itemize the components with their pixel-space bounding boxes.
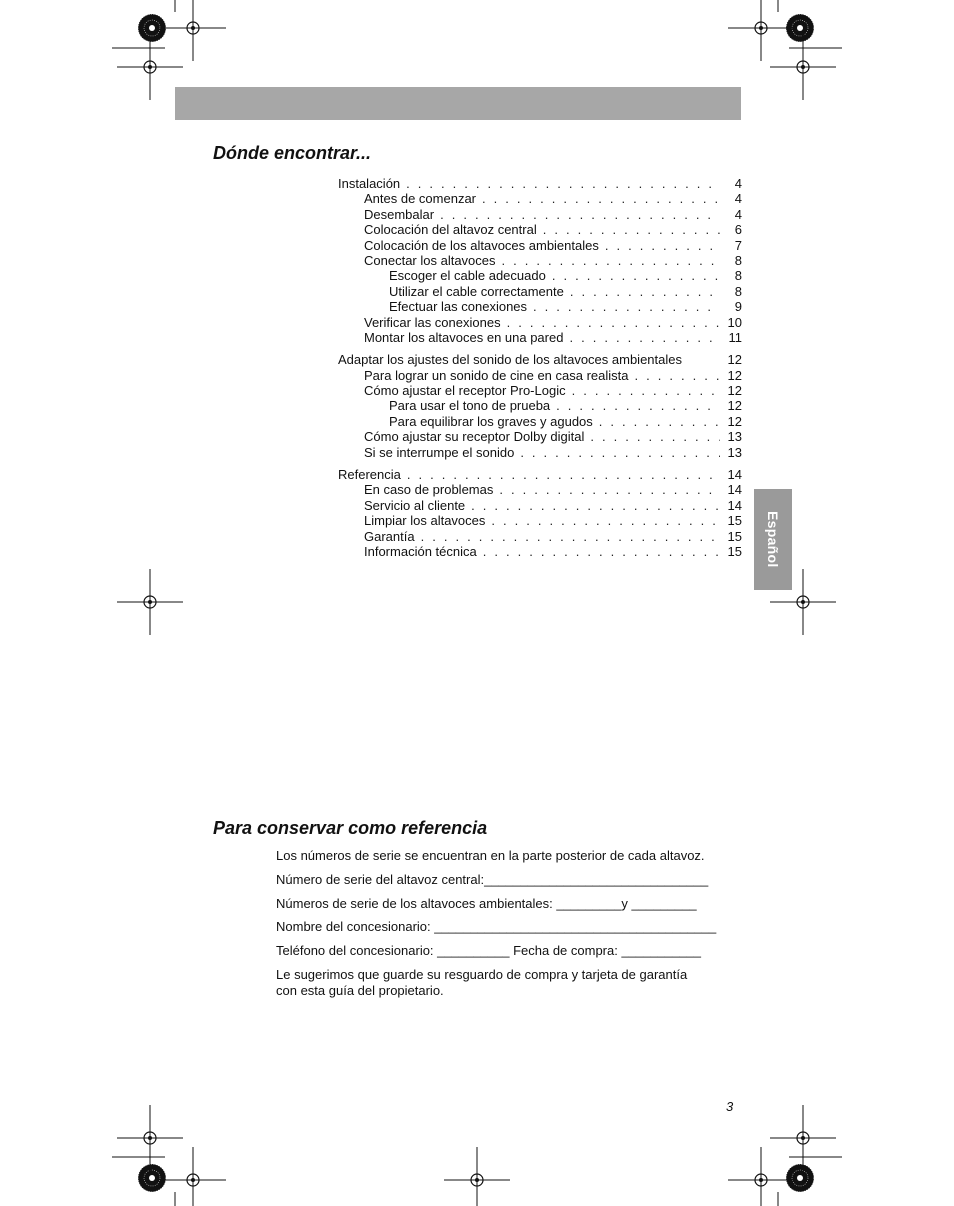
toc-leader-dots (507, 315, 720, 330)
toc-leader-dots (635, 368, 721, 383)
toc-entry-title: Efectuar las conexiones (389, 299, 528, 315)
toc-entry (338, 253, 742, 268)
toc-entry-title: Instalación (338, 176, 401, 191)
toc-entry-page: 4 (734, 191, 742, 207)
toc-entry-title: Conectar los altavoces (364, 252, 496, 268)
toc-entry-page: 8 (734, 268, 742, 284)
toc-entry (338, 268, 742, 283)
toc-leader-dots (440, 207, 720, 222)
toc-entry-title: Limpiar los altavoces (364, 513, 486, 529)
dealer-phone-date-field: Teléfono del concesionario: __________ Fecha de compra: ___________ (276, 943, 701, 958)
toc-entry (338, 398, 742, 413)
toc-leader-dots (421, 529, 720, 544)
toc-heading: Dónde encontrar... (213, 143, 372, 163)
toc-leader-dots (590, 429, 720, 444)
toc-entry-page: 8 (734, 252, 742, 268)
toc-entry-page: 11 (728, 329, 742, 345)
toc-entry-page: 15 (727, 543, 742, 559)
toc-entry-page: 9 (734, 299, 742, 315)
toc-entry-page: 12 (727, 398, 742, 414)
toc-entry-title: Referencia (338, 467, 401, 483)
toc-entry (338, 207, 742, 222)
toc-entry-page: 15 (727, 513, 742, 529)
toc-entry-title: Para equilibrar los graves y agudos (389, 413, 593, 429)
toc-leader-dots (499, 482, 720, 497)
toc-leader-dots (406, 176, 720, 191)
toc-entry-page: 12 (727, 383, 742, 399)
toc-leader-dots (491, 513, 720, 528)
toc-entry (338, 414, 742, 429)
reference-heading: Para conservar como referencia (213, 818, 488, 838)
toc-entry (338, 238, 742, 253)
center-serial-field: Número de serie del altavoz central:_______________________________ (276, 872, 709, 887)
toc-entry-title: Montar los altavoces en una pared (364, 329, 564, 345)
toc-entry-page: 8 (734, 283, 742, 299)
toc-leader-dots (533, 299, 720, 314)
toc-entry-title: En caso de problemas (364, 482, 494, 498)
toc-leader-dots (569, 330, 720, 345)
toc-entry (338, 284, 742, 299)
toc-entry (338, 445, 742, 460)
toc-entry-page: 4 (734, 206, 742, 222)
toc-entry-title: Para usar el tono de prueba (389, 398, 551, 414)
toc-entry-title: Desembalar (364, 206, 435, 222)
toc-entry (338, 176, 742, 191)
dealer-name-field: Nombre del concesionario: _______________________________________ (276, 919, 717, 934)
toc-entry (338, 544, 742, 559)
toc-entry-page: 12 (727, 367, 742, 383)
toc-leader-dots (407, 467, 720, 482)
toc-entry (338, 352, 742, 367)
toc-entry-title: Garantía (364, 528, 415, 544)
toc-entry (338, 513, 742, 528)
toc-entry-title: Si se interrumpe el sonido (364, 444, 515, 460)
toc-entry (338, 482, 742, 497)
toc-entry-page: 14 (727, 467, 742, 483)
toc-entry-page: 13 (727, 429, 742, 445)
toc-leader-dots (543, 222, 720, 237)
toc-entry-title: Colocación del altavoz central (364, 222, 537, 238)
toc-entry-title: Cómo ajustar su receptor Dolby digital (364, 429, 585, 445)
toc-entry (338, 330, 742, 345)
toc-entry (338, 529, 742, 544)
toc-entry (338, 383, 742, 398)
toc-leader-dots (570, 284, 720, 299)
toc-entry-title: Colocación de los altavoces ambientales (364, 237, 599, 253)
page-number: 3 (726, 1099, 734, 1114)
toc-leader-dots (556, 398, 720, 413)
toc-entry-title: Servicio al cliente (364, 497, 466, 513)
toc-leader-dots (572, 383, 720, 398)
advice-line: Le sugerimos que guarde su resguardo de compra y tarjeta de garantía (276, 967, 688, 982)
toc-entry-page: 14 (727, 482, 742, 498)
toc-leader-dots (483, 544, 720, 559)
toc-entry (338, 429, 742, 444)
toc-entry-title: Escoger el cable adecuado (389, 268, 546, 284)
toc-entry-title: Antes de comenzar (364, 191, 477, 207)
toc-entry-page: 12 (727, 413, 742, 429)
toc-entry (338, 498, 742, 513)
header-bar (175, 87, 741, 120)
table-of-contents (338, 176, 742, 559)
toc-entry (338, 467, 742, 482)
toc-entry-title: Utilizar el cable correctamente (389, 283, 564, 299)
language-tab (754, 489, 792, 590)
toc-entry-title: Información técnica (364, 543, 477, 559)
advice-line: con esta guía del propietario. (276, 983, 444, 998)
toc-entry-page: 4 (734, 176, 742, 191)
toc-entry-title: Cómo ajustar el receptor Pro-Logic (364, 383, 566, 399)
toc-entry-title: Adaptar los ajustes del sonido de los altavoces ambientales (338, 352, 682, 368)
toc-entry (338, 222, 742, 237)
toc-leader-dots (520, 445, 720, 460)
advice-text (276, 967, 746, 999)
toc-entry-page: 7 (734, 237, 742, 253)
toc-entry-page: 6 (734, 222, 742, 238)
toc-entry-page: 15 (727, 528, 742, 544)
toc-entry-title: Verificar las conexiones (364, 314, 501, 330)
toc-entry (338, 315, 742, 330)
toc-entry-page: 13 (727, 444, 742, 460)
toc-entry-title: Para lograr un sonido de cine en casa realista (364, 367, 629, 383)
toc-leader-dots (605, 238, 720, 253)
language-tab-label: Español (765, 511, 781, 568)
toc-leader-dots (502, 253, 720, 268)
toc-leader-dots (552, 268, 720, 283)
serial-intro: Los números de serie se encuentran en la parte posterior de cada altavoz. (276, 848, 705, 863)
toc-leader-dots (599, 414, 720, 429)
toc-leader-dots (471, 498, 720, 513)
toc-entry-page: 14 (727, 497, 742, 513)
toc-entry-page: 10 (727, 314, 742, 330)
toc-leader-dots (482, 191, 720, 206)
toc-entry (338, 368, 742, 383)
toc-entry (338, 299, 742, 314)
surround-serial-field: Números de serie de los altavoces ambientales: _________y _________ (276, 896, 697, 911)
toc-entry (338, 191, 742, 206)
toc-entry-page: 12 (727, 352, 742, 368)
